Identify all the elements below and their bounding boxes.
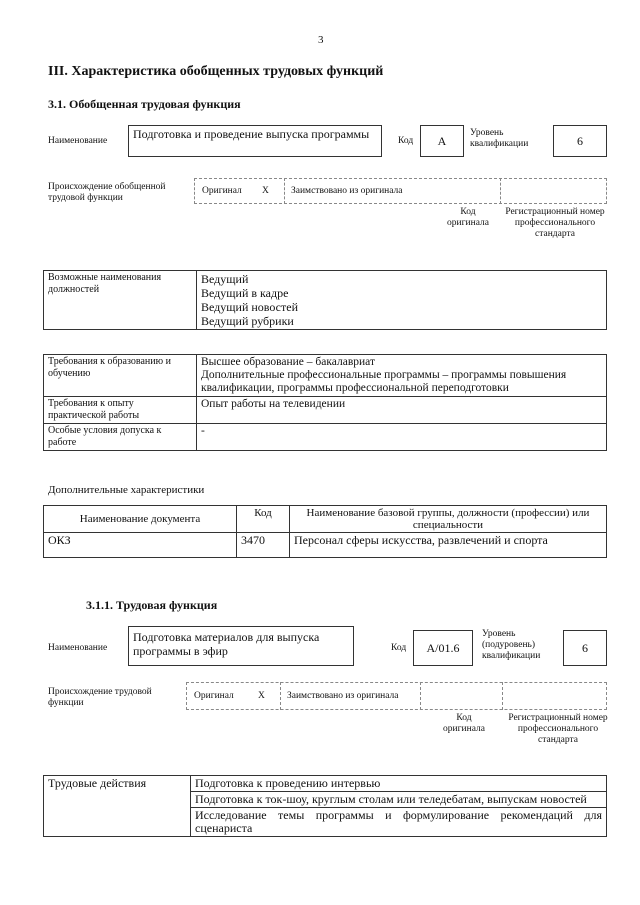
gf-borrowed-label: Заимствовано из оригинала [291,186,403,196]
extra-header-doc: Наименование документа [44,506,237,533]
extra-cell-group: Персонал сферы искусства, развлечений и спорта [290,533,607,558]
tf-code-value: A/01.6 [426,641,460,655]
requirement-label: Требования к образованию и обучению [44,355,197,397]
requirement-value [197,424,607,451]
position-item: Ведущий новостей [201,300,298,314]
position-item: Ведущий рубрики [201,314,294,328]
gf-name-value: Подготовка и проведение выпуска программы [133,127,370,141]
tf-origin-divider [420,682,422,710]
positions-table [43,270,607,330]
action-item: Подготовка к ток-шоу, круглым столам или теледебатам, выпускам новостей [191,792,607,808]
gf-code-label: Код [398,136,414,146]
tf-name-box [128,626,354,666]
requirements-table [43,354,607,451]
tf-level-value: 6 [582,641,588,655]
position-item: Ведущий в кадре [201,286,289,300]
gf-name-label: Наименование [48,136,108,146]
extra-table-header [44,506,607,533]
requirement-line: - [201,425,205,437]
labour-actions-table [43,775,607,837]
gf-level-label: Уровень квалификации [470,128,529,149]
tf-orig-code-caption: Код оригинала [443,713,485,734]
labour-function-heading: 3.1.1. Трудовая функция [86,598,218,612]
actions-label: Трудовые действия [44,776,191,837]
tf-reg-number-caption: Регистрационный номер профессионального стандарта [508,713,608,745]
positions-label: Возможные наименования должностей [44,271,197,330]
gf-original-mark: X [262,186,269,196]
position-item: Ведущий [201,272,249,286]
extra-table-row [44,533,607,558]
tf-name-label: Наименование [48,643,108,653]
requirement-row [44,424,607,451]
extra-heading: Дополнительные характеристики [48,484,205,496]
requirement-line: Высшее образование – бакалавриат [201,356,375,368]
requirement-label: Особые условия допуска к работе [44,424,197,451]
tf-original-mark: X [258,691,265,701]
page-number: 3 [318,34,324,46]
extra-header-code: Код [237,506,290,533]
tf-name-value: Подготовка материалов для выпуска программы в эфир [133,630,320,658]
requirement-row [44,397,607,424]
gf-code-value: A [437,134,447,148]
gf-origin-divider [500,178,502,204]
extra-table [43,505,607,558]
generalized-function-heading: 3.1. Обобщенная трудовая функция [48,97,241,111]
requirement-line: Опыт работы на телевидении [201,398,346,410]
tf-origin-divider [280,682,282,710]
positions-cell [197,271,607,330]
tf-borrowed-label: Заимствовано из оригинала [287,691,399,701]
gf-origin-divider [284,178,286,204]
extra-cell-doc: ОКЗ [44,533,237,558]
extra-header-group: Наименование базовой группы, должности (профессии) или специальности [290,506,607,533]
tf-original-label: Оригинал [194,691,234,701]
tf-origin-divider [502,682,504,710]
gf-name-box [128,125,382,157]
tf-level-box [563,630,607,666]
tf-level-label: Уровень (подуровень) квалификации [482,629,541,661]
action-item: Подготовка к проведению интервью [191,776,607,792]
gf-code-box [420,125,464,157]
tf-origin-label: Происхождение трудовой функции [48,687,152,708]
action-item: Исследование темы программы и формулирование рекомендаций для сценариста [191,808,607,837]
requirement-label: Требования к опыту практической работы [44,397,197,424]
tf-code-label: Код [391,643,407,653]
gf-reg-number-caption: Регистрационный номер профессионального стандарта [505,207,605,239]
action-row [44,776,607,792]
gf-orig-code-caption: Код оригинала [447,207,489,228]
requirement-value [197,397,607,424]
tf-code-box [413,630,473,666]
section-title: III. Характеристика обобщенных трудовых функций [48,64,384,79]
requirement-row [44,355,607,397]
gf-level-value: 6 [577,134,583,148]
gf-level-box [553,125,607,157]
requirement-line: Дополнительные профессиональные программы – программы повышения квалификации, программы профессиональной переподготовки [201,369,567,394]
extra-cell-code: 3470 [237,533,290,558]
gf-origin-label: Происхождение обобщенной трудовой функции [48,182,166,203]
requirement-value [197,355,607,397]
gf-original-label: Оригинал [202,186,242,196]
